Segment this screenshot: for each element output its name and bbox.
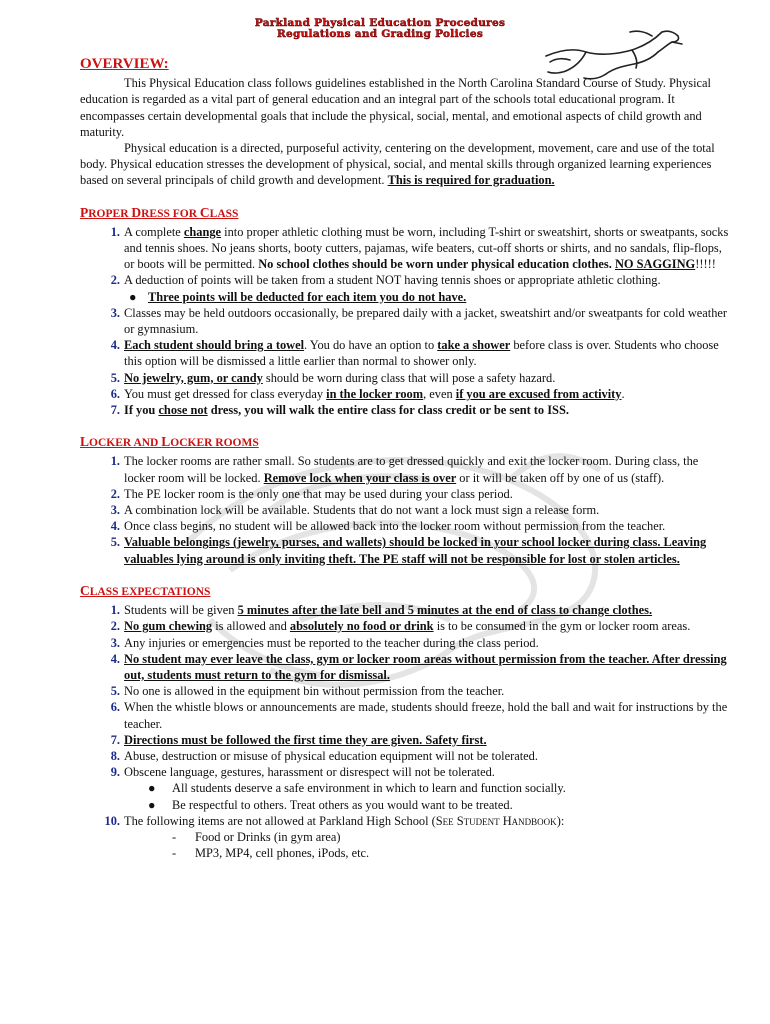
overview-heading: OVERVIEW: <box>80 56 169 72</box>
list-item: 5. No one is allowed in the equipment bin without permission from the teacher. <box>110 684 505 699</box>
list-item: 2. A deduction of points will be taken from a student NOT having tennis shoes or appropriate athletic clothing. <box>110 273 661 288</box>
banner-line-1: Parkland Physical Education Procedures <box>254 17 506 29</box>
dash-item: - Food or Drinks (in gym area) <box>172 829 341 844</box>
graduation-requirement: This is required for graduation. <box>387 173 555 188</box>
list-item: 2. No gum chewing is allowed and absolutely no food or drink is to be consumed in the gym or locker room areas. <box>110 619 691 634</box>
list-item: 5. No jewelry, gum, or candy should be worn during class that will pose a safety hazard. <box>110 370 556 385</box>
list-item: 3. Classes may be held outdoors occasionally, be prepared daily with a jacket, sweatshirt and/or sweatpants for cold weather or gymnasium. <box>110 305 728 337</box>
overview-paragraph-1: This Physical Education class follows guidelines established in the North Carolina Standard Course of Study. Physical education is regarded as a vital part of general education and an integral part of the schools total educational program. It encompasses certain developmental goals that include the physical, social, mental, and emotional aspects of child growth and maturity. <box>80 76 711 139</box>
list-item: 9. Obscene language, gestures, harassment or disrespect will not be tolerated. <box>110 765 495 780</box>
section-heading-class-expectations: CLASS EXPECTATIONS <box>80 582 211 598</box>
list-item: 6. When the whistle blows or announcements are made, students should freeze, hold the ball and wait for instructions by the teacher. <box>110 700 728 731</box>
overview-paragraph-2-text: Physical education is a directed, purposeful activity, centering on the development, movement, care and use of the total body. Physical education stresses the development of physical, social, and mental skills through organized learning experiences based on several principals of child growth and development. <box>80 141 715 188</box>
list-item: 4. Each student should bring a towel. You do have an option to take a shower before class is over. Students who choose this option will be dismissed a little earlier than normal to shower only. <box>110 338 719 369</box>
class-expectations-list <box>80 602 730 861</box>
bullet-icon: ● <box>129 289 137 304</box>
list-item: 7. Directions must be followed the first time they are given. Safety first. <box>110 732 487 747</box>
list-item: 4. Once class begins, no student will be allowed back into the locker room without permission from the teacher. <box>110 519 666 534</box>
list-item: 4. No student may ever leave the class, gym or locker room areas without permission from the teacher. After dressing out, students must return to the gym for dismissal. <box>110 651 727 682</box>
list-item: 6. You must get dressed for class everyday in the locker room, even if you are excused from activity. <box>110 386 625 401</box>
proper-dress-list <box>80 224 730 418</box>
locker-room-list <box>80 453 730 566</box>
list-item: 10. The following items are not allowed at Parkland High School (See Student Handbook): <box>104 813 565 828</box>
bullet-icon: ● <box>148 781 156 796</box>
section-heading-locker-rooms: LOCKER AND LOCKER ROOMS <box>80 434 259 450</box>
list-item: 1. Students will be given 5 minutes after the late bell and 5 minutes at the end of class to change clothes. <box>110 603 653 618</box>
sub-bullet: ● Be respectful to others. Treat others as you would want to be treated. <box>148 797 513 812</box>
list-item: 7. If you chose not dress, you will walk the entire class for class credit or be sent to ISS. <box>110 403 569 418</box>
sub-bullet: ● Three points will be deducted for each item you do not have. <box>129 289 467 304</box>
list-item: 8. Abuse, destruction or misuse of physical education equipment will not be tolerated. <box>110 748 538 763</box>
list-item: 1. The locker rooms are rather small. So students are to get dressed quickly and exit the locker room. During class, the locker room will be locked. Remove lock when your class is over or it will be taken off by one of us (staff). <box>110 454 699 485</box>
document-banner <box>200 18 560 40</box>
overview-paragraph-2 <box>80 140 730 189</box>
list-item: 1. A complete change into proper athletic clothing must be worn, including T-shirt or sweatshirt, shorts or sweatpants, socks and tennis shoes. No jeans shorts, booty cutters, pajamas, wife beaters, cut-off shorts or shirts, and no sandals, flip-flops, or boots will be permitted. No school clothes should be worn under physical education clothes. NO SAGGING!!!!! <box>110 224 729 272</box>
section-heading-proper-dress: PROPER DRESS FOR CLASS <box>80 204 239 220</box>
list-item: 5. Valuable belongings (jewelry, purses, and wallets) should be locked in your school locker during class. Leaving valuables lying around is only inviting theft. The PE staff will not be responsible for lost or stolen articles. <box>110 535 707 566</box>
document-body <box>80 56 730 861</box>
list-item: 3. Any injuries or emergencies must be reported to the teacher during the class period. <box>110 635 539 650</box>
list-item: 2. The PE locker room is the only one that may be used during your class period. <box>110 486 513 501</box>
banner-line-2: Regulations and Grading Policies <box>276 28 484 40</box>
bullet-icon: ● <box>148 797 156 812</box>
list-item: 3. A combination lock will be available. Students that do not want a lock must sign a release form. <box>110 503 600 518</box>
sub-bullet: ● All students deserve a safe environment in which to learn and function socially. <box>148 781 566 796</box>
dash-item: - MP3, MP4, cell phones, iPods, etc. <box>172 846 370 861</box>
